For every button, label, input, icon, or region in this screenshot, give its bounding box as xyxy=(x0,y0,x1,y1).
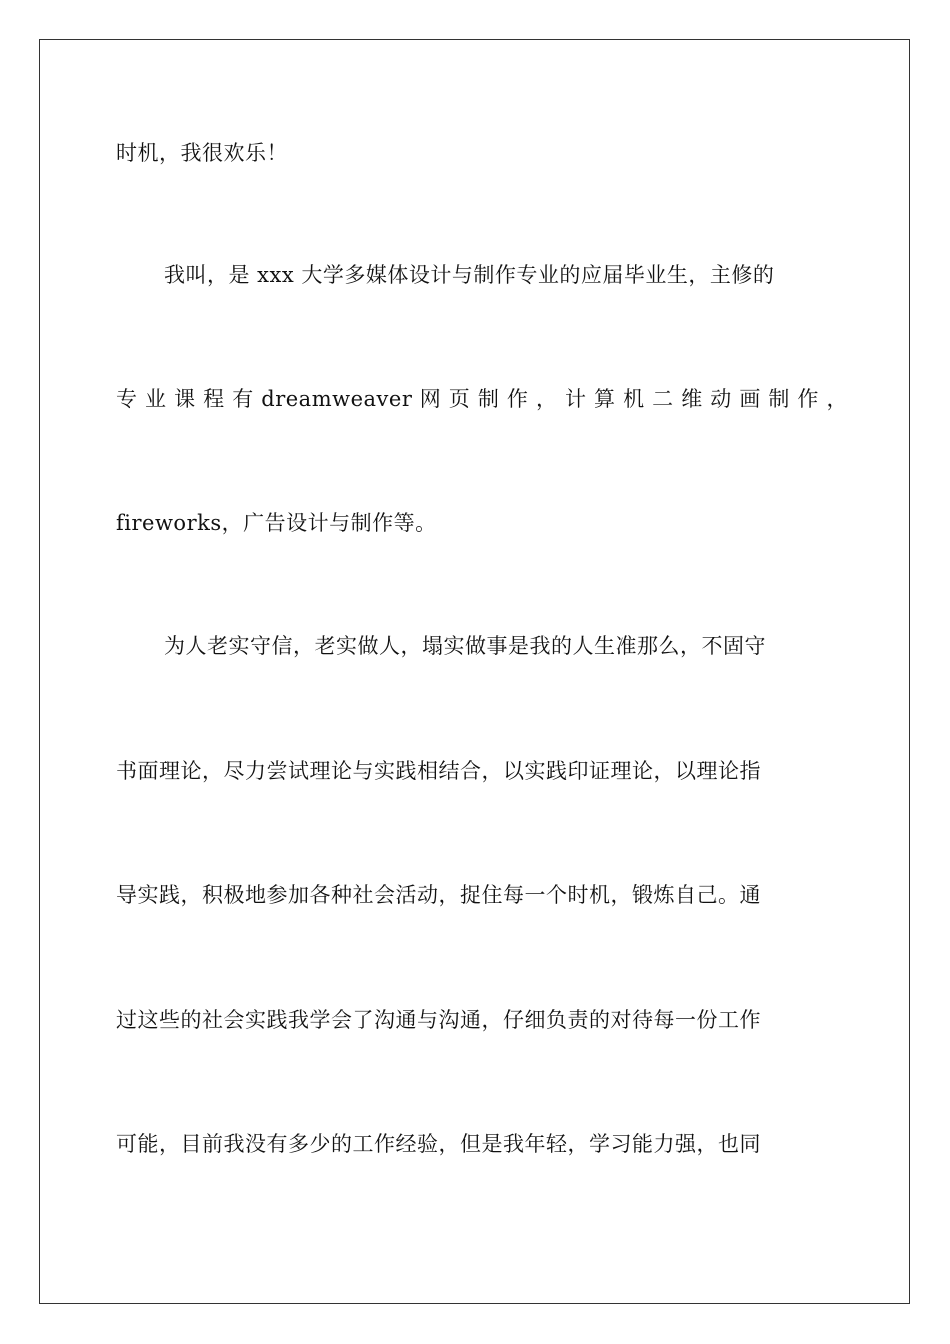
text-line-3: 专 业 课 程 有 dreamweaver 网 页 制 作 ， 计 算 机 二 维 动 画 制 作 ， xyxy=(116,387,848,411)
page-border xyxy=(39,39,910,1304)
text-line-2: 我叫，是 xxx 大学多媒体设计与制作专业的应届毕业生，主修的 xyxy=(164,263,775,287)
text-line-1: 时机，我很欢乐！ xyxy=(116,141,288,165)
text-line-4: fireworks，广告设计与制作等。 xyxy=(116,511,437,535)
text-line-6: 书面理论，尽力尝试理论与实践相结合，以实践印证理论，以理论指 xyxy=(116,759,761,783)
text-line-9: 可能，目前我没有多少的工作经验，但是我年轻，学习能力强，也同 xyxy=(116,1132,761,1156)
text-line-5: 为人老实守信，老实做人，塌实做事是我的人生准那么，不固守 xyxy=(164,634,766,658)
text-line-7: 导实践，积极地参加各种社会活动，捉住每一个时机，锻炼自己。通 xyxy=(116,883,761,907)
text-line-8: 过这些的社会实践我学会了沟通与沟通，仔细负责的对待每一份工作 xyxy=(116,1008,761,1032)
